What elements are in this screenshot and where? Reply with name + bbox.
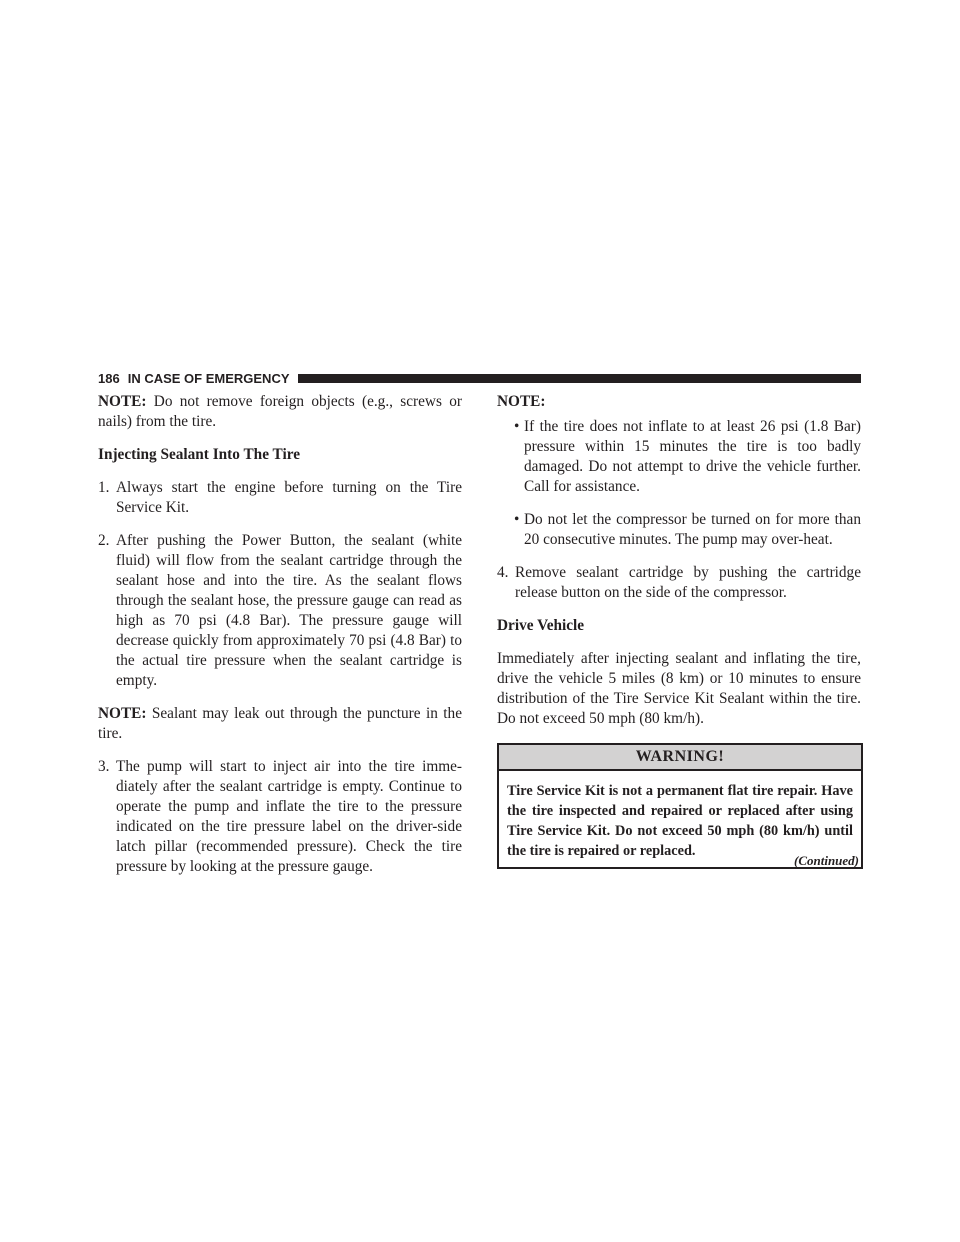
step-text: Remove sealant cartridge by pushing the cartridge release button on the side of the compressor.: [515, 564, 861, 601]
section-heading: Injecting Sealant Into The Tire: [98, 446, 301, 463]
bullet-icon: •: [514, 511, 520, 528]
warning-box: [497, 743, 863, 869]
step-item: [497, 563, 861, 603]
continued-label: (Continued): [793, 853, 859, 868]
bullet-item: [497, 417, 861, 497]
step-text: The pump will start to inject air into the tire imme-diately after the sealant cartridge is empty. Continue to operate the pump and inflate the tire to the pressure indicated on the tire pressure label on the driver-side latch pillar (recommended pressure). Check the tire pressure by looking at the pressure gauge.: [116, 758, 462, 875]
body-paragraph: Immediately after injecting sealant and inflating the tire, drive the vehicle 5 miles (8 km) or 10 minutes to ensure distribution of the Tire Service Kit Sealant within the tire. Do not exceed 50 mph (80 km/h).: [497, 650, 861, 727]
step-number: 3.: [98, 758, 110, 775]
note-text: Sealant may leak out through the puncture in the tire.: [98, 705, 462, 742]
bullet-text: If the tire does not inflate to at least 26 psi (1.8 Bar) pressure within 15 minutes the tire is too badly damaged. Do not attempt to drive the vehicle further. Call for assistance.: [524, 418, 861, 495]
note-label: NOTE:: [98, 393, 147, 410]
bullet-item: [497, 510, 861, 550]
bullet-icon: •: [514, 418, 520, 435]
page-number: 186: [98, 370, 120, 386]
step-number: 4.: [497, 564, 509, 581]
step-number: 1.: [98, 479, 110, 496]
note-paragraph: [98, 704, 462, 744]
step-item: [98, 531, 462, 691]
header-rule: [298, 374, 862, 383]
section-title: IN CASE OF EMERGENCY: [127, 370, 290, 386]
page-header: [98, 370, 861, 386]
note-paragraph: [98, 392, 462, 432]
warning-text: Tire Service Kit is not a permanent flat tire repair. Have the tire inspected and repaired or replaced after using Tire Service Kit. Do not exceed 50 mph (80 km/h) until the tire is repaired or replaced.: [507, 783, 853, 859]
step-text: After pushing the Power Button, the sealant (white fluid) will flow from the sealant cartridge through the sealant hose and into the tire. As the sealant flows through the sealant hose, the pressure gauge can read as high as 70 psi (4.8 Bar). The pressure gauge will decrease quickly from approximately 70 psi (4.8 Bar) to the actual tire pressure when the sealant cartridge is empty.: [116, 532, 462, 689]
step-number: 2.: [98, 532, 110, 549]
right-column: [497, 392, 861, 869]
step-item: [98, 757, 462, 877]
left-column: [98, 392, 462, 890]
bullet-text: Do not let the compressor be turned on for more than 20 consecutive minutes. The pump may over-heat.: [524, 511, 861, 548]
note-label: NOTE:: [98, 705, 147, 722]
note-heading: NOTE:: [497, 393, 546, 410]
step-item: [98, 478, 462, 518]
warning-title: WARNING!: [499, 745, 861, 771]
step-text: Always start the engine before turning on the Tire Service Kit.: [116, 479, 462, 516]
note-text: Do not remove foreign objects (e.g., screws or nails) from the tire.: [98, 393, 462, 430]
section-heading: Drive Vehicle: [497, 617, 585, 634]
